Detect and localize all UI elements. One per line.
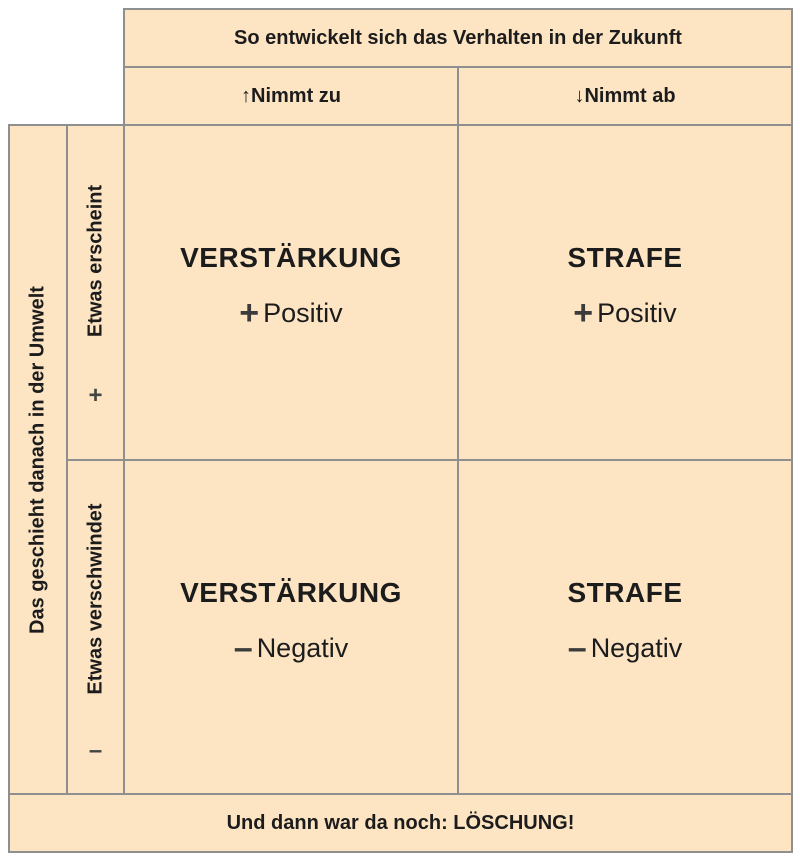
row-header-appears xyxy=(66,124,125,461)
quadrant-title: VERSTÄRKUNG xyxy=(180,576,402,608)
row-label: Etwas verschwindet xyxy=(84,503,106,695)
quadrant-subtitle xyxy=(233,628,349,667)
quadrant-label: Negativ xyxy=(590,632,683,663)
quadrant-label: Negativ xyxy=(256,632,349,663)
minus-icon: – xyxy=(567,628,587,667)
footer-text: Und dann war da noch: LÖSCHUNG! xyxy=(226,811,575,834)
column-label: Nimmt zu xyxy=(251,84,341,107)
quadrant-label: Positiv xyxy=(597,298,677,328)
quadrant-negative-punishment xyxy=(457,459,793,795)
down-arrow-icon: ↓ xyxy=(574,84,585,107)
outer-row-header xyxy=(8,124,68,795)
plus-icon: + xyxy=(88,382,103,409)
minus-icon: – xyxy=(233,628,253,667)
quadrant-title: STRAFE xyxy=(567,576,683,608)
quadrant-positive-reinforcement xyxy=(123,124,459,461)
quadrant-subtitle xyxy=(567,628,683,667)
quadrant-positive-punishment xyxy=(457,124,793,461)
row-label: Etwas erscheint xyxy=(84,184,106,338)
plus-icon: + xyxy=(239,294,260,332)
column-header-increases xyxy=(123,66,459,126)
diagram-header xyxy=(123,8,793,68)
plus-icon: + xyxy=(573,294,594,332)
minus-icon: – xyxy=(88,737,103,764)
quadrant-subtitle xyxy=(573,294,677,332)
column-header-decreases xyxy=(457,66,793,126)
quadrant-subtitle xyxy=(239,294,343,332)
header-title: So entwickelt sich das Verhalten in der Zukunft xyxy=(234,26,682,49)
quadrant-negative-reinforcement xyxy=(123,459,459,795)
quadrant-title: STRAFE xyxy=(567,242,683,273)
column-label: Nimmt ab xyxy=(584,84,676,107)
row-header-disappears xyxy=(66,459,125,795)
diagram-footer xyxy=(8,793,793,853)
quadrant-label: Positiv xyxy=(263,298,343,328)
up-arrow-icon: ↑ xyxy=(241,84,251,107)
quadrant-title: VERSTÄRKUNG xyxy=(180,242,402,273)
outer-row-label: Das geschieht danach in der Umwelt xyxy=(26,285,49,634)
